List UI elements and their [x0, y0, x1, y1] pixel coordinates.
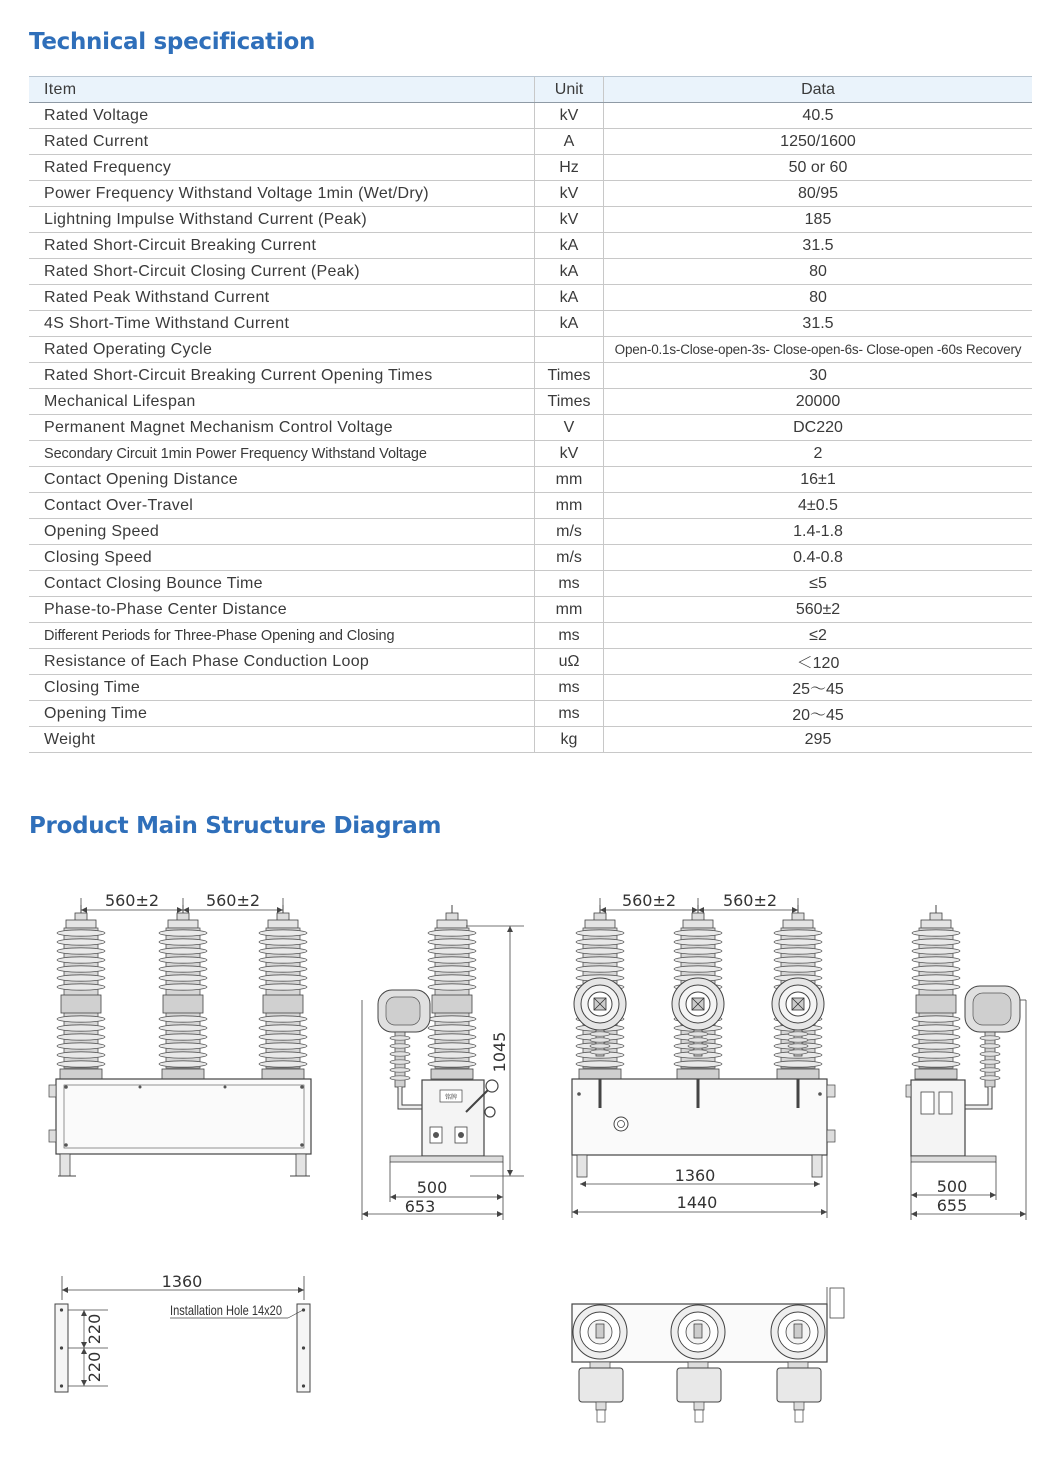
spec-unit-cell: kA [535, 285, 604, 311]
spec-unit-cell: mm [535, 493, 604, 519]
spec-unit-cell: mm [535, 597, 604, 623]
side-width-outer-label: 655 [936, 1196, 968, 1215]
spec-unit-cell: ms [535, 701, 604, 727]
spec-item-cell: Contact Opening Distance [29, 467, 535, 493]
spec-item-cell: Contact Over-Travel [29, 493, 535, 519]
spec-unit-cell: Times [535, 389, 604, 415]
spec-data-cell: 31.5 [604, 233, 1033, 259]
spec-data-cell: ＜120 [604, 649, 1033, 675]
spec-data-cell: 2 [604, 441, 1033, 467]
spec-unit-cell: kA [535, 233, 604, 259]
spec-unit-cell: mm [535, 467, 604, 493]
spec-unit-cell: m/s [535, 545, 604, 571]
install-hole-label: Installation Hole 14x20 [170, 1302, 283, 1318]
spec-item-cell: Different Periods for Three-Phase Opening and Closing [29, 623, 535, 649]
spec-data-cell: 40.5 [604, 103, 1033, 129]
hole-spacing-label: 220 [85, 1313, 104, 1345]
spec-item-cell: 4S Short-Time Withstand Current [29, 311, 535, 337]
spec-item-cell: Rated Peak Withstand Current [29, 285, 535, 311]
side-width-inner-label: 500 [936, 1177, 968, 1196]
phase-spacing-label: 560±2 [621, 891, 677, 910]
spec-unit-cell: m/s [535, 519, 604, 545]
base-length-inner-label: 1360 [674, 1166, 716, 1185]
side-width-inner-label: 500 [416, 1178, 448, 1197]
spec-unit-cell: kV [535, 103, 604, 129]
spec-data-cell: 16±1 [604, 467, 1033, 493]
height-dim-label: 1045 [490, 1031, 509, 1073]
spec-item-cell: Lightning Impulse Withstand Current (Peak) [29, 207, 535, 233]
spec-item-cell: Rated Short-Circuit Breaking Current Opening Times [29, 363, 535, 389]
spec-item-cell: Rated Voltage [29, 103, 535, 129]
spec-unit-cell: kV [535, 181, 604, 207]
spec-unit-cell: A [535, 129, 604, 155]
spec-item-cell: Opening Time [29, 701, 535, 727]
spec-data-cell: 295 [604, 727, 1033, 753]
spec-item-cell: Contact Closing Bounce Time [29, 571, 535, 597]
spec-unit-cell: Hz [535, 155, 604, 181]
top-view [572, 1287, 844, 1422]
phase-spacing-label: 560±2 [104, 891, 160, 910]
spec-item-cell: Weight [29, 727, 535, 753]
mounting-bracket-view [55, 1272, 310, 1392]
side-width-outer-label: 653 [404, 1197, 436, 1216]
spec-data-cell: 1250/1600 [604, 129, 1033, 155]
spec-data-cell: 30 [604, 363, 1033, 389]
spec-data-cell: 20000 [604, 389, 1033, 415]
side-view-left [362, 905, 524, 1220]
header-item: Item [29, 77, 535, 103]
hole-spacing-label: 220 [85, 1351, 104, 1383]
spec-item-cell: Rated Short-Circuit Breaking Current [29, 233, 535, 259]
spec-data-cell: Open-0.1s-Close-open-3s- Close-open-6s- Close-open -60s Recovery [604, 337, 1033, 363]
spec-item-cell: Mechanical Lifespan [29, 389, 535, 415]
spec-item-cell: Opening Speed [29, 519, 535, 545]
phase-spacing-label: 560±2 [205, 891, 261, 910]
spec-item-cell: Rated Short-Circuit Closing Current (Peak) [29, 259, 535, 285]
header-unit: Unit [535, 77, 604, 103]
spec-unit-cell: ms [535, 571, 604, 597]
spec-data-cell: 20～45 [604, 701, 1033, 727]
spec-data-cell: ≤2 [604, 623, 1033, 649]
phase-spacing-label: 560±2 [722, 891, 778, 910]
spec-item-cell: Resistance of Each Phase Conduction Loop [29, 649, 535, 675]
spec-data-cell: DC220 [604, 415, 1033, 441]
spec-data-cell: 80 [604, 285, 1033, 311]
spec-unit-cell: ms [535, 623, 604, 649]
spec-unit-cell: ms [535, 675, 604, 701]
base-length-outer-label: 1440 [676, 1193, 718, 1212]
rear-view [572, 891, 835, 1218]
spec-item-cell: Rated Current [29, 129, 535, 155]
spec-data-cell: 0.4-0.8 [604, 545, 1033, 571]
spec-title: Technical specification [29, 29, 316, 55]
spec-data-cell: 31.5 [604, 311, 1033, 337]
spec-item-cell: Rated Operating Cycle [29, 337, 535, 363]
spec-data-cell: 4±0.5 [604, 493, 1033, 519]
spec-item-cell: Closing Speed [29, 545, 535, 571]
spec-item-cell: Power Frequency Withstand Voltage 1min (Wet/Dry) [29, 181, 535, 207]
spec-unit-cell: uΩ [535, 649, 604, 675]
spec-item-cell: Permanent Magnet Mechanism Control Voltage [29, 415, 535, 441]
spec-unit-cell: kV [535, 207, 604, 233]
spec-unit-cell: kA [535, 311, 604, 337]
spec-data-cell: 185 [604, 207, 1033, 233]
side-view-right [906, 905, 1026, 1220]
nameplate-text: 铭牌 [444, 1094, 458, 1101]
spec-item-cell: Secondary Circuit 1min Power Frequency Withstand Voltage [29, 441, 535, 467]
spec-data-cell: 25～45 [604, 675, 1033, 701]
spec-data-cell: 80/95 [604, 181, 1033, 207]
spec-data-cell: ≤5 [604, 571, 1033, 597]
spec-unit-cell: kV [535, 441, 604, 467]
spec-data-cell: 560±2 [604, 597, 1033, 623]
spec-item-cell: Closing Time [29, 675, 535, 701]
spec-item-cell: Phase-to-Phase Center Distance [29, 597, 535, 623]
spec-unit-cell: kA [535, 259, 604, 285]
spec-unit-cell: Times [535, 363, 604, 389]
spec-data-cell: 80 [604, 259, 1033, 285]
bracket-length-label: 1360 [161, 1272, 203, 1291]
front-view [49, 891, 311, 1176]
spec-data-cell: 50 or 60 [604, 155, 1033, 181]
spec-data-cell: 1.4-1.8 [604, 519, 1033, 545]
spec-unit-cell: V [535, 415, 604, 441]
spec-unit-cell: kg [535, 727, 604, 753]
spec-item-cell: Rated Frequency [29, 155, 535, 181]
header-data: Data [604, 77, 1033, 103]
diagram-title: Product Main Structure Diagram [29, 813, 442, 839]
